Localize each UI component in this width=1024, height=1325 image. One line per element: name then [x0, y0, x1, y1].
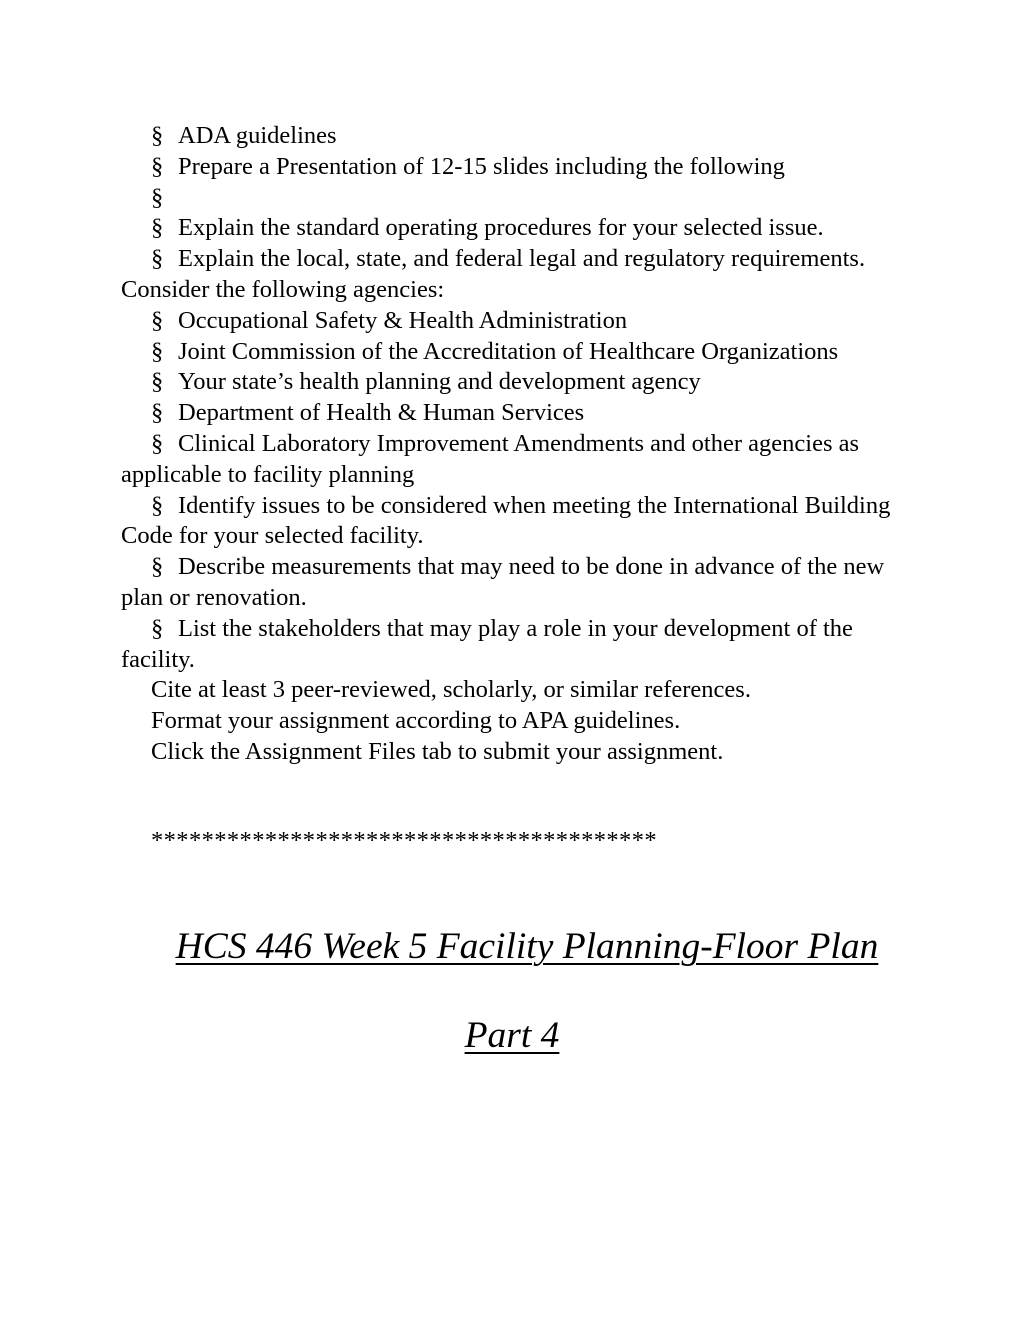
- instruction-line: Format your assignment according to APA guidelines.: [151, 707, 681, 735]
- instruction-line: Click the Assignment Files tab to submit your assignment.: [151, 737, 724, 765]
- list-item-text: Describe measurements that may need to be done in advance of the new plan or renovation.: [121, 553, 885, 611]
- bullet-marker: §: [151, 183, 164, 211]
- list-item-text: Prepare a Presentation of 12-15 slides including the following: [178, 152, 785, 180]
- list-item: [121, 491, 921, 553]
- list-item-text: Joint Commission of the Accreditation of Healthcare Organizations: [178, 337, 839, 365]
- bullet-marker: §: [151, 122, 164, 149]
- instruction-line: Cite at least 3 peer-reviewed, scholarly, or similar references.: [151, 676, 751, 704]
- list-item-text: Identify issues to be considered when meeting the International Building Code for your selected facility.: [121, 491, 891, 550]
- assignment-instructions: [121, 121, 921, 768]
- list-item: [121, 121, 921, 152]
- list-item: [121, 244, 921, 306]
- list-item: [121, 183, 921, 214]
- list-item-text: Explain the local, state, and federal legal and regulatory requirements. Consider the following agencies:: [121, 245, 866, 303]
- list-item: [121, 429, 921, 491]
- list-item-text: Department of Health & Human Services: [178, 399, 585, 427]
- document-subheading: Part 4: [464, 1015, 560, 1056]
- list-item-text: List the stakeholders that may play a role in your development of the facility.: [121, 614, 853, 673]
- bullet-marker: §: [151, 429, 164, 457]
- bullet-marker: §: [151, 152, 164, 180]
- list-item-text: Clinical Laboratory Improvement Amendments and other agencies as applicable to facility planning: [121, 429, 860, 488]
- list-item: [121, 152, 921, 183]
- bullet-marker: §: [151, 245, 164, 273]
- list-item: [121, 306, 921, 337]
- bullet-marker: §: [151, 491, 164, 519]
- bullet-marker: §: [151, 368, 164, 396]
- list-item: [121, 552, 921, 614]
- list-item: [121, 213, 921, 244]
- list-item: [121, 614, 921, 676]
- bullet-marker: §: [151, 399, 164, 427]
- bullet-marker: §: [151, 306, 164, 334]
- bullet-marker: §: [151, 337, 164, 365]
- list-item-text: Occupational Safety & Health Administration: [178, 306, 628, 334]
- list-item-text: Explain the standard operating procedures for your selected issue.: [178, 214, 824, 242]
- list-item: [121, 337, 921, 368]
- list-item-text: ADA guidelines: [178, 122, 337, 149]
- bullet-marker: §: [151, 614, 164, 642]
- bullet-marker: §: [151, 214, 164, 242]
- bullet-marker: §: [151, 553, 164, 581]
- list-item: [121, 398, 921, 429]
- list-item-text: Your state’s health planning and development agency: [178, 368, 701, 396]
- list-item: [121, 367, 921, 398]
- document-heading: HCS 446 Week 5 Facility Planning-Floor Plan: [175, 926, 879, 967]
- asterisk-separator: ****************************************: [151, 827, 657, 854]
